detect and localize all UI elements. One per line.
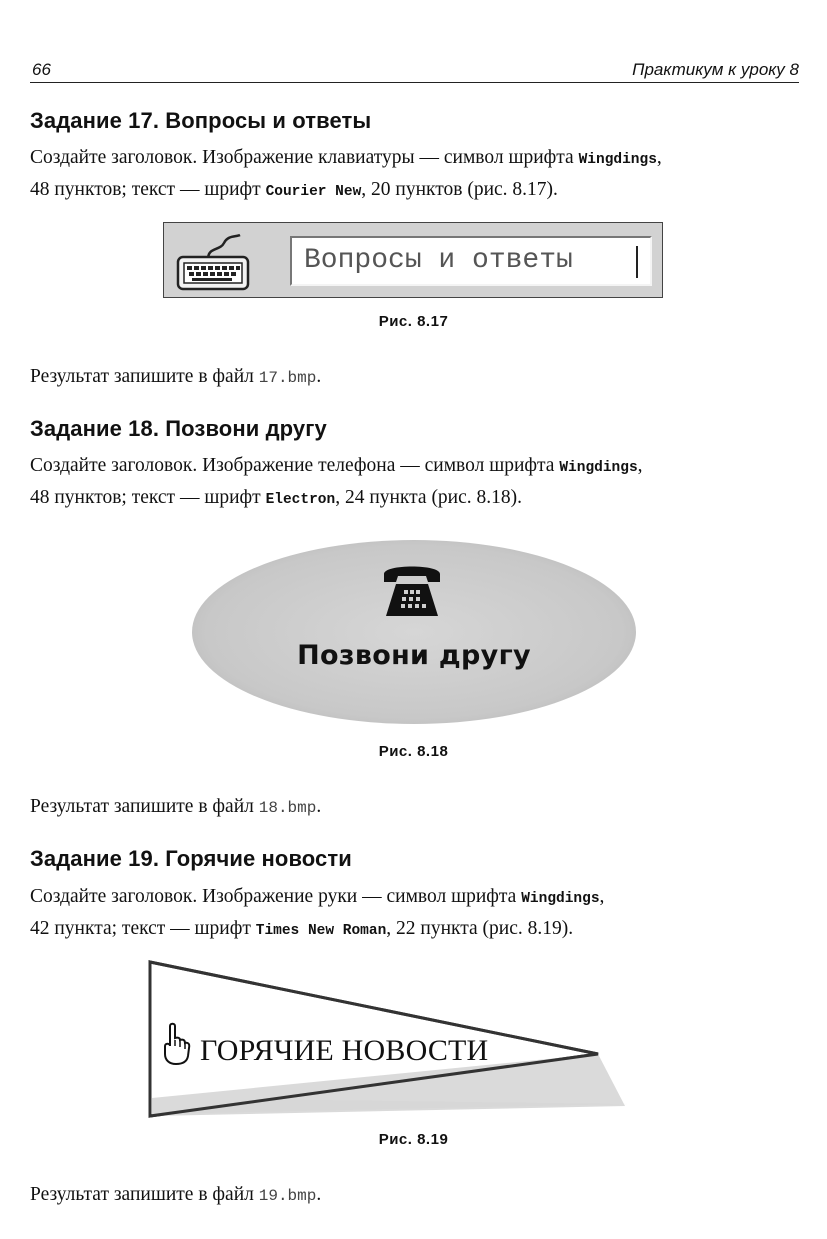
- figure18-text: Позвони другу: [297, 640, 531, 671]
- task19-result: [30, 1184, 321, 1206]
- task17-paragraph: [30, 143, 798, 207]
- task19-heading: Задание 19. Горячие новости: [30, 846, 352, 871]
- task19-line1: [30, 882, 798, 914]
- task19-line2-text: 42 пункта; текст — шрифт: [30, 918, 251, 939]
- task18-font2: Electron: [265, 492, 336, 508]
- task18-line2: [30, 483, 798, 515]
- task17-result-post: .: [316, 366, 322, 387]
- figure19-text: ГОРЯЧИЕ НОВОСТИ: [200, 1034, 489, 1067]
- task17-line2-text: 48 пунктов; текст — шрифт: [30, 179, 261, 200]
- figure-8-18: [190, 538, 638, 726]
- task18-paragraph: [30, 451, 798, 515]
- task17-result-text: Результат запишите в файл: [30, 366, 254, 387]
- task18-result-text: Результат запишите в файл: [30, 796, 254, 817]
- task19-line1-post: ,: [599, 886, 605, 907]
- figure-8-17: [163, 222, 663, 298]
- task19-line2-post: , 22 пункта (рис. 8.19).: [386, 918, 574, 939]
- task17-line2-post: , 20 пунктов (рис. 8.17).: [361, 179, 558, 200]
- task17-line1-text: Создайте заголовок. Изображение клавиатуры — символ шрифта: [30, 147, 574, 168]
- task19-paragraph: [30, 882, 798, 946]
- task19-result-file: 19.bmp: [258, 1187, 317, 1205]
- page-number: 66: [32, 60, 51, 79]
- task19-font1: Wingdings: [521, 891, 600, 907]
- task17-result-file: 17.bmp: [258, 369, 317, 387]
- figure-8-19: [140, 958, 640, 1128]
- task17-line1-post: ,: [656, 147, 662, 168]
- task18-result-file: 18.bmp: [258, 799, 317, 817]
- keyboard-icon: [174, 229, 254, 293]
- caption-8-18: Рис. 8.18: [378, 743, 449, 760]
- caption-8-17: Рис. 8.17: [378, 313, 449, 330]
- caption-8-19: Рис. 8.19: [378, 1131, 449, 1148]
- title-textbox: [290, 236, 652, 286]
- task18-font1: Wingdings: [559, 460, 638, 476]
- figure17-text: Вопросы и ответы: [304, 245, 573, 276]
- task17-heading: Задание 17. Вопросы и ответы: [30, 108, 372, 133]
- task17-result: [30, 366, 321, 388]
- task18-line1: [30, 451, 798, 483]
- task18-line1-post: ,: [637, 455, 643, 476]
- task17-font2: Courier New: [265, 184, 362, 200]
- task17-font1: Wingdings: [578, 152, 657, 168]
- gray-ellipse: [190, 538, 638, 726]
- task19-result-post: .: [316, 1184, 322, 1205]
- page-header: [30, 58, 799, 83]
- task18-line1-text: Создайте заголовок. Изображение телефона — символ шрифта: [30, 455, 555, 476]
- task19-line1-text: Создайте заголовок. Изображение руки — символ шрифта: [30, 886, 517, 907]
- running-title: Практикум к уроку 8: [632, 60, 799, 79]
- task18-result-post: .: [316, 796, 322, 817]
- task18-heading: Задание 18. Позвони другу: [30, 416, 327, 441]
- task19-line2: [30, 914, 798, 946]
- task18-line2-text: 48 пунктов; текст — шрифт: [30, 487, 261, 508]
- task18-result: [30, 796, 321, 818]
- text-caret: [636, 246, 638, 278]
- task19-font2: Times New Roman: [255, 923, 387, 939]
- task17-line1: [30, 143, 798, 175]
- task18-line2-post: , 24 пункта (рис. 8.18).: [335, 487, 523, 508]
- task19-result-text: Результат запишите в файл: [30, 1184, 254, 1205]
- task17-line2: [30, 175, 798, 207]
